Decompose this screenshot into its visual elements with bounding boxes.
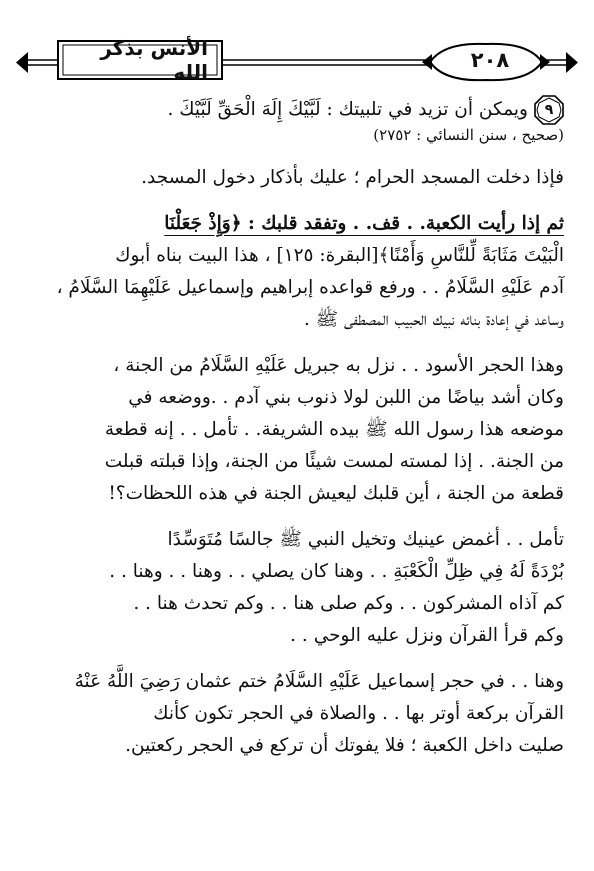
text-line: وساعد في إعادة بنائه نبيك الحبيب المصطفى ﷺ . (304, 309, 564, 330)
text-span: ويمكن أن تزيد في تلبيتك : لَبَّيْكَ إِلَهَ الْحَقِّ لَبَّيْكَ . (167, 99, 528, 120)
text-line: آدم عَلَيْهِ السَّلَامُ . . ورفع قواعده إبراهيم وإسماعيل عَلَيْهِمَا السَّلَامُ ، (56, 277, 564, 298)
text-line: صليت داخل الكعبة ؛ فلا يفوتك أن تركع في الحجر ركعتين. (125, 735, 564, 756)
text-line: وهذا الحجر الأسود . . نزل به جبريل عَلَيْهِ السَّلَامُ من الجنة ، (113, 355, 564, 376)
paragraph-hijr-ismail (30, 666, 564, 762)
paragraph-masjid (30, 162, 564, 194)
text-line: تأمل . . أغمض عينيك وتخيل النبي ﷺ جالسًا مُتَوَسِّدًا (167, 529, 564, 550)
hadith-source-note: (صحيح ، سنن النسائي : ٢٧٥٢) (373, 126, 564, 144)
page-number: ٢٠٨ (470, 48, 510, 72)
paragraph-contemplate (30, 524, 564, 652)
text-line: كم آذاه المشركون . . وكم صلى هنا . . وكم تحدث هنا . . (133, 593, 564, 614)
paragraph-black-stone (30, 350, 564, 510)
paragraph-kaaba (30, 208, 564, 336)
text-line: وكم قرأ القرآن ونزل عليه الوحي . . (290, 625, 564, 646)
section-marker (534, 95, 564, 125)
text-line: قطعة من الجنة ، أين قلبك ليعيش الجنة في هذه اللحظات؟! (108, 483, 564, 504)
text-line: ثم إذا رأيت الكعبة. . قف. . وتفقد قلبك : ﴿وَإِذْ جَعَلْنَا (164, 213, 564, 234)
page-body (30, 94, 564, 851)
text-line: من الجنة. . إذا لمسته لمست شيئًا من الجنة، وإذا قبلته قبلت (104, 451, 564, 472)
text-line: موضعه هذا رسول الله ﷺ بيده الشريفة. . تأمل . . إنه قطعة (104, 419, 564, 440)
paragraph-talbiyah (30, 94, 564, 148)
text-line: فإذا دخلت المسجد الحرام ؛ عليك بأذكار دخول المسجد. (141, 167, 564, 188)
text-line: وكان أشد بياضًا من اللبن لولا ذنوب بني آدم . .ووضعه في (128, 387, 564, 408)
text-line: بُرْدَةً لَهُ فِي ظِلِّ الْكَعْبَةِ . . وهنا كان يصلي . . وهنا . . وهنا . . (109, 561, 564, 582)
page-header (14, 38, 580, 90)
text-line: وهنا . . في حجر إسماعيل عَلَيْهِ السَّلَامُ ختم عثمان رَضِيَ اللَّهُ عَنْهُ (74, 671, 564, 692)
book-title: الأنس بذكر الله (100, 36, 208, 84)
text-line: الْبَيْتَ مَثَابَةً لِّلنَّاسِ وَأَمْنًا﴾[البقرة: ١٢٥] ، هذا البيت بناه أبوك (115, 245, 564, 266)
text-line: القرآن بركعة أوتر بها . . والصلاة في الحجر تكون كأنك (153, 703, 564, 724)
section-marker-number: ٩ (544, 102, 554, 118)
